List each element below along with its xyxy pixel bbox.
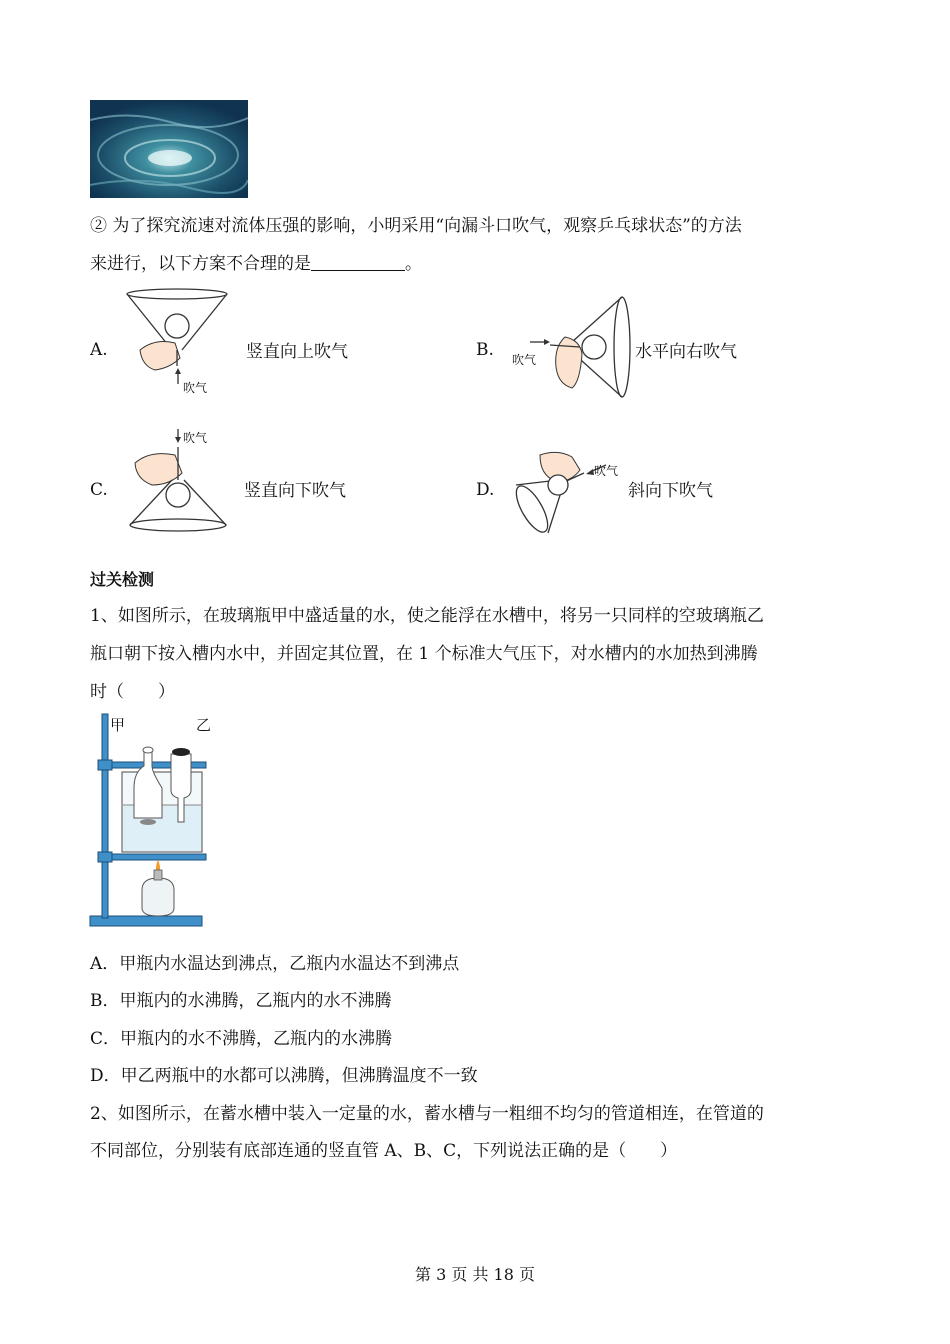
option-c-text: 竖直向下吹气 — [244, 481, 346, 501]
option-a-figure — [120, 288, 230, 398]
option-b-figure — [510, 292, 635, 404]
p2-line1: 2、如图所示，在蓄水槽中装入一定量的水，蓄水槽与一粗细不均匀的管道相连，在管道的 — [90, 1104, 764, 1124]
q2-line1: ② 为了探究流速对流体压强的影响，小明采用“向漏斗口吹气，观察乒乓球状态”的方法 — [90, 216, 742, 236]
option-a-text: 竖直向上吹气 — [246, 342, 348, 362]
option-a-letter: A. — [90, 340, 108, 360]
q2-line2-suffix: 。 — [405, 254, 422, 274]
p1-option-d: D．甲乙两瓶中的水都可以沸腾，但沸腾温度不一致 — [90, 1066, 478, 1086]
option-d-blow-label: 吹气 — [594, 464, 619, 478]
option-d-letter: D. — [476, 480, 495, 500]
option-b-blow-label: 吹气 — [512, 353, 537, 367]
q2-line2 — [90, 246, 422, 282]
option-b-text: 水平向右吹气 — [635, 342, 737, 362]
p1-line2: 瓶口朝下按入槽内水中，并固定其位置，在 1 个标准大气压下，对水槽内的水加热到沸腾 — [90, 644, 758, 664]
section-title: 过关检测 — [90, 570, 155, 589]
option-a-blow-label: 吹气 — [183, 381, 208, 395]
p1-option-a: A．甲瓶内水温达到沸点，乙瓶内水温达不到沸点 — [90, 954, 460, 974]
option-c-figure — [120, 425, 230, 537]
whirlpool-photo — [90, 100, 248, 198]
p1-option-b: B．甲瓶内的水沸腾，乙瓶内的水不沸腾 — [90, 991, 392, 1011]
p1-option-c: C．甲瓶内的水不沸腾，乙瓶内的水沸腾 — [90, 1029, 393, 1049]
option-d-text: 斜向下吹气 — [628, 481, 713, 501]
boiling-apparatus-figure — [88, 710, 218, 932]
option-b-letter: B. — [476, 340, 494, 360]
answer-blank — [311, 250, 405, 271]
p2-line2: 不同部位，分别装有底部连通的竖直管 A、B、C，下列说法正确的是（ ） — [90, 1141, 678, 1161]
page-footer: 第 3 页 共 18 页 — [415, 1265, 535, 1284]
option-d-figure — [510, 445, 625, 537]
option-c-letter: C. — [90, 480, 108, 500]
label-yi: 乙 — [196, 716, 212, 734]
option-c-blow-label: 吹气 — [183, 431, 208, 445]
p1-line3: 时（ ） — [90, 682, 175, 702]
q2-line2-prefix: 来进行，以下方案不合理的是 — [90, 254, 311, 274]
p1-line1: 1、如图所示，在玻璃瓶甲中盛适量的水，使之能浮在水槽中，将另一只同样的空玻璃瓶乙 — [90, 606, 764, 626]
label-jia: 甲 — [110, 716, 126, 734]
